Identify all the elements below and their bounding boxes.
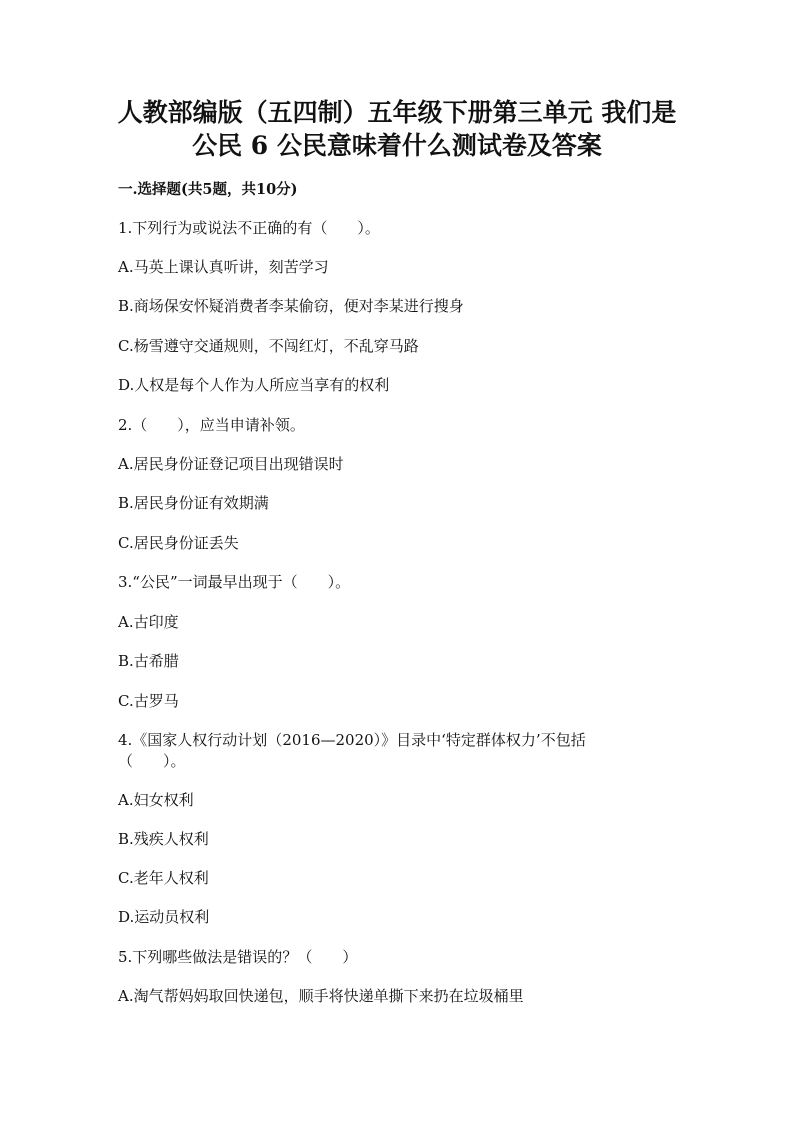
question-1-option-c: C.杨雪遵守交通规则，不闯红灯，不乱穿马路 <box>118 337 419 355</box>
question-1-option-a: A.马英上课认真听讲，刻苦学习 <box>118 258 329 276</box>
question-5-stem: 5.下列哪些做法是错误的？（ ） <box>118 948 358 966</box>
question-4-stem-continuation: （ ）。 <box>118 752 186 770</box>
question-2-option-b: B.居民身份证有效期满 <box>118 494 269 512</box>
question-4-stem: 4.《国家人权行动计划（2016—2020）》目录中‘特定群体权力’不包括 <box>118 731 586 749</box>
question-3-option-a: A.古印度 <box>118 613 179 631</box>
question-4-option-b: B.残疾人权利 <box>118 830 209 848</box>
question-3-stem: 3.“公民”一词最早出现于（ ）。 <box>118 573 351 591</box>
question-1-option-d: D.人权是每个人作为人所应当享有的权利 <box>118 376 390 394</box>
question-2-stem: 2.（ ），应当申请补领。 <box>118 416 305 434</box>
question-4-option-a: A.妇女权利 <box>118 791 194 809</box>
question-5-option-a: A.淘气帮妈妈取回快递包，顺手将快递单撕下来扔在垃圾桶里 <box>118 987 524 1005</box>
question-1-option-b: B.商场保安怀疑消费者李某偷窃，便对李某进行搜身 <box>118 297 464 315</box>
question-4-option-c: C.老年人权利 <box>118 869 209 887</box>
document-title-line-1: 人教部编版（五四制）五年级下册第三单元 我们是 <box>117 98 677 127</box>
question-4-option-d: D.运动员权利 <box>118 908 210 926</box>
question-1-stem: 1.下列行为或说法不正确的有（ ）。 <box>118 219 380 237</box>
question-3-option-c: C.古罗马 <box>118 692 179 710</box>
question-2-option-c: C.居民身份证丢失 <box>118 534 239 552</box>
section-heading: 一.选择题(共5题，共10分) <box>118 181 298 198</box>
document-title-line-2: 公民 6 公民意味着什么测试卷及答案 <box>192 131 602 160</box>
question-2-option-a: A.居民身份证登记项目出现错误时 <box>118 455 344 473</box>
question-3-option-b: B.古希腊 <box>118 652 179 670</box>
